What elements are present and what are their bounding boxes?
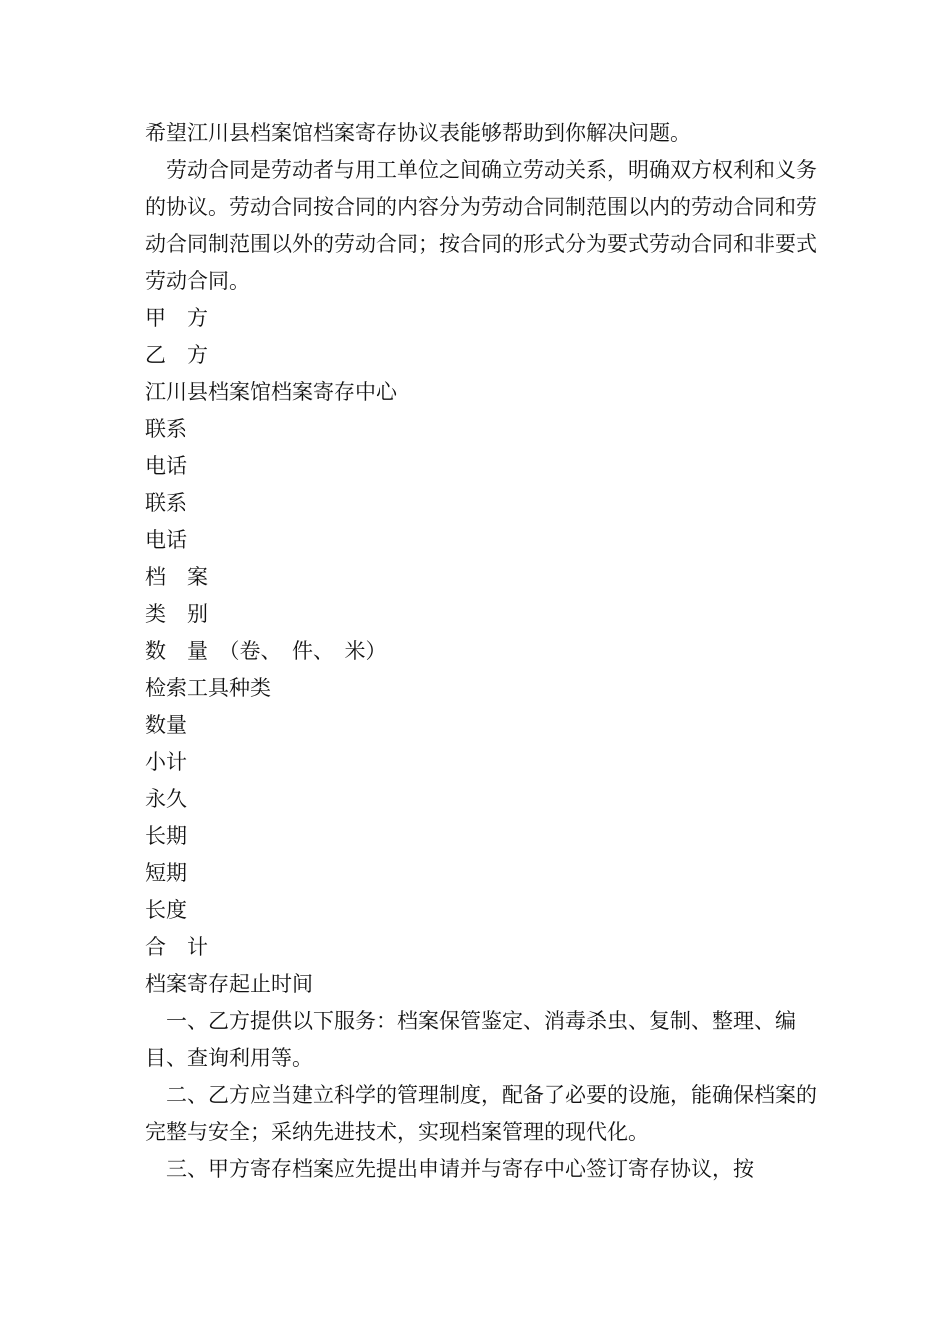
form-field-category: 类 别 <box>145 602 208 626</box>
intro-paragraph: 希望江川县档案馆档案寄存协议表能够帮助到你解决问题。 <box>145 121 691 145</box>
form-field-party-b: 乙 方 <box>145 343 208 367</box>
clause-2: 二、乙方应当建立科学的管理制度，配备了必要的设施，能确保档案的完整与安全；采纳先进技术，实现档案管理的现代化。 <box>145 1083 817 1144</box>
form-field-quantity: 数量 <box>145 713 187 737</box>
form-field-storage-period: 档案寄存起止时间 <box>145 972 313 996</box>
form-field-quantity-units: 数 量 （卷、 件、 米） <box>145 639 387 663</box>
form-field-contact-2: 联系 <box>145 491 187 515</box>
form-field-archive: 档 案 <box>145 565 208 589</box>
form-field-party-a: 甲 方 <box>145 306 208 330</box>
form-field-phone-2: 电话 <box>145 528 187 552</box>
form-field-short-term: 短期 <box>145 861 187 885</box>
document-body <box>145 115 835 1188</box>
form-field-subtotal: 小计 <box>145 750 187 774</box>
form-field-long-term: 长期 <box>145 824 187 848</box>
form-field-total: 合 计 <box>145 935 208 959</box>
clause-1: 一、乙方提供以下服务：档案保管鉴定、消毒杀虫、复制、整理、编目、查询利用等。 <box>145 1009 796 1070</box>
form-field-phone-1: 电话 <box>145 454 187 478</box>
form-field-contact-1: 联系 <box>145 417 187 441</box>
form-field-permanent: 永久 <box>145 787 187 811</box>
form-field-retrieval-tools: 检索工具种类 <box>145 676 271 700</box>
definition-paragraph: 劳动合同是劳动者与用工单位之间确立劳动关系，明确双方权利和义务的协议。劳动合同按合同的内容分为劳动合同制范围以内的劳动合同和劳动合同制范围以外的劳动合同；按合同的形式分为要式劳动合同和非要式劳动合同。 <box>145 158 817 293</box>
form-field-length: 长度 <box>145 898 187 922</box>
form-field-center-name: 江川县档案馆档案寄存中心 <box>145 380 397 404</box>
clause-3: 三、甲方寄存档案应先提出申请并与寄存中心签订寄存协议，按 <box>166 1157 754 1181</box>
